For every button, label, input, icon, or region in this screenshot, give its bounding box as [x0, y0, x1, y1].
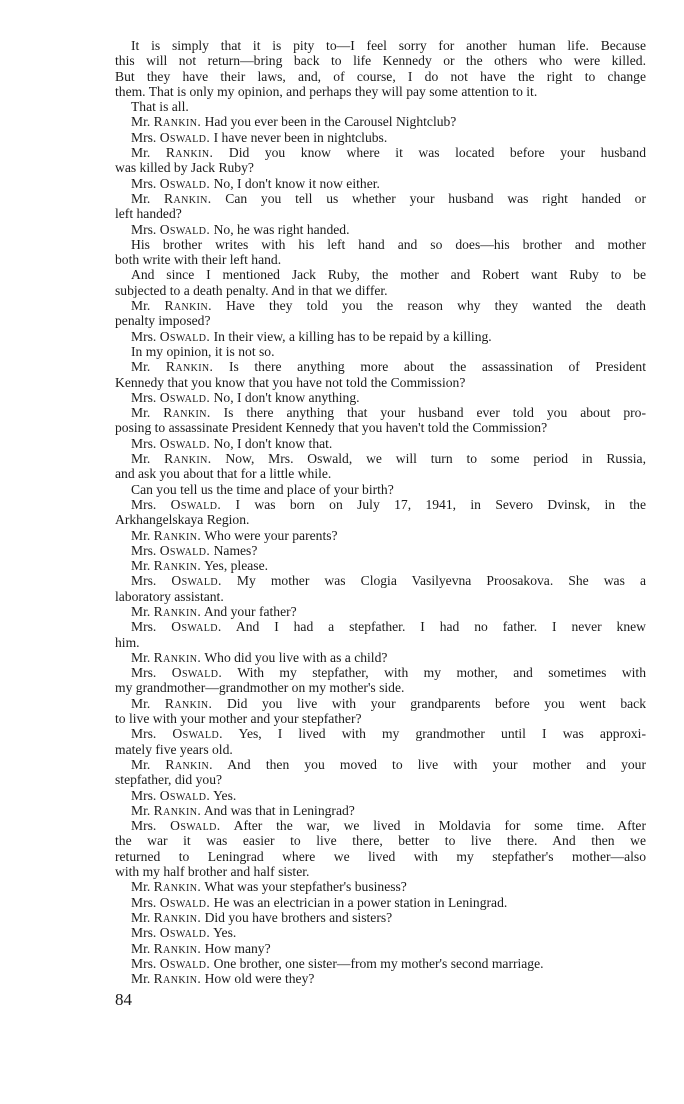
- speaker-paragraph: [115, 528, 646, 543]
- text-line: [115, 497, 646, 512]
- line-text: And then you moved to live with your mother and your: [227, 756, 646, 772]
- line-text: How many?: [204, 940, 271, 956]
- text-line: [115, 941, 646, 956]
- speaker-paragraph: [115, 788, 646, 803]
- speaker-paragraph: [115, 298, 646, 329]
- text-line: [115, 619, 646, 634]
- line-text: And I had a stepfather. I had no father. I never knew: [235, 619, 646, 635]
- line-text: And was that in Leningrad?: [203, 802, 355, 818]
- speaker-name: Oswald.: [171, 665, 223, 681]
- line-text: No, I don't know that.: [213, 435, 333, 451]
- line-text: Now, Mrs. Oswald, we will turn to some period in Russia,: [225, 451, 646, 467]
- speaker-name: Oswald.: [171, 619, 222, 635]
- text-line: [115, 267, 646, 282]
- line-text: I was born on July 17, 1941, in Severo Dvinsk, in the: [235, 496, 646, 512]
- text-line: [115, 925, 646, 940]
- text-line: [115, 788, 646, 803]
- line-text: Yes, please.: [204, 558, 269, 574]
- speaker-title: Mr.: [131, 756, 151, 772]
- text-line: [115, 466, 646, 481]
- line-text: How old were they?: [204, 971, 315, 987]
- speaker-paragraph: [115, 619, 646, 650]
- speaker-paragraph: [115, 222, 646, 237]
- speaker-name: Rankin.: [153, 909, 202, 925]
- speaker-title: Mrs.: [131, 389, 157, 405]
- speaker-paragraph: [115, 176, 646, 191]
- speaker-name: Rankin.: [163, 405, 211, 421]
- text-line: [115, 650, 646, 665]
- speaker-title: Mrs.: [131, 665, 157, 681]
- speaker-name: Rankin.: [153, 114, 202, 130]
- speaker-title: Mr.: [131, 971, 151, 987]
- line-text: That is all.: [131, 99, 189, 115]
- line-text: to live with your mother and your stepfather?: [115, 711, 362, 727]
- speaker-name: Rankin.: [165, 359, 214, 375]
- line-text: the war it was easier to live there, better to live there. And then we: [115, 833, 646, 849]
- speaker-title: Mrs.: [131, 619, 157, 635]
- text-line: [115, 849, 646, 864]
- text-line: [115, 742, 646, 757]
- text-line: [115, 38, 646, 53]
- speaker-title: Mr.: [131, 114, 151, 130]
- text-line: [115, 69, 646, 84]
- line-text: My mother was Clogia Vasilyevna Proosakova. She was a: [236, 573, 646, 589]
- text-line: [115, 283, 646, 298]
- text-line: [115, 237, 646, 252]
- text-line: [115, 313, 646, 328]
- line-text: Is there anything that your husband ever told you about pro-: [223, 405, 646, 421]
- line-text: Who did you live with as a child?: [204, 649, 388, 665]
- speaker-paragraph: [115, 114, 646, 129]
- speaker-title: Mr.: [131, 558, 151, 574]
- line-text: Kennedy that you know that you have not told the Commission?: [115, 374, 466, 390]
- speaker-paragraph: [115, 818, 646, 879]
- text-line: [115, 99, 646, 114]
- line-text: both write with their left hand.: [115, 252, 282, 268]
- speaker-title: Mr.: [131, 802, 151, 818]
- text-line: [115, 420, 646, 435]
- line-text: Who were your parents?: [204, 527, 338, 543]
- text-line: [115, 482, 646, 497]
- speaker-paragraph: [115, 665, 646, 696]
- text-line: [115, 558, 646, 573]
- speaker-name: Rankin.: [153, 649, 202, 665]
- line-text: And since I mentioned Jack Ruby, the mother and Robert want Ruby to be: [131, 267, 646, 283]
- line-text: Can you tell us the time and place of your birth?: [131, 481, 394, 497]
- line-text: Had you ever been in the Carousel Nightclub?: [204, 114, 457, 130]
- text-line: [115, 344, 646, 359]
- speaker-title: Mrs.: [131, 925, 157, 941]
- speaker-name: Oswald.: [171, 573, 222, 589]
- text-line: [115, 298, 646, 313]
- speaker-name: Oswald.: [170, 818, 221, 834]
- speaker-name: Oswald.: [172, 726, 223, 742]
- speaker-title: Mrs.: [131, 894, 157, 910]
- speaker-name: Oswald.: [159, 389, 211, 405]
- line-text: penalty imposed?: [115, 313, 211, 329]
- paragraph: [115, 38, 646, 99]
- line-text: subjected to a death penalty. And in that we differ.: [115, 282, 388, 298]
- speaker-paragraph: [115, 757, 646, 788]
- speaker-paragraph: [115, 390, 646, 405]
- speaker-paragraph: [115, 145, 646, 176]
- speaker-paragraph: [115, 130, 646, 145]
- line-text: Yes.: [213, 925, 237, 941]
- text-line: [115, 114, 646, 129]
- text-line: [115, 879, 646, 894]
- line-text: Can you tell us whether your husband was right handed or: [225, 190, 646, 206]
- speaker-name: Rankin.: [164, 190, 212, 206]
- testimony-text: [115, 38, 646, 986]
- line-text: No, I don't know it now either.: [213, 175, 380, 191]
- text-line: [115, 359, 646, 374]
- paragraph: [115, 344, 646, 359]
- speaker-name: Rankin.: [153, 879, 202, 895]
- text-line: [115, 910, 646, 925]
- speaker-paragraph: [115, 696, 646, 727]
- text-line: [115, 390, 646, 405]
- text-line: [115, 956, 646, 971]
- speaker-paragraph: [115, 573, 646, 604]
- line-text: my grandmother—grandmother on my mother's side.: [115, 680, 405, 696]
- text-line: [115, 573, 646, 588]
- speaker-title: Mrs.: [131, 221, 157, 237]
- speaker-name: Oswald.: [159, 435, 211, 451]
- speaker-paragraph: [115, 405, 646, 436]
- line-text: Did you have brothers and sisters?: [204, 909, 393, 925]
- line-text: What was your stepfather's business?: [204, 879, 407, 895]
- line-text: His brother writes with his left hand and so does—his brother and mother: [131, 236, 646, 252]
- speaker-paragraph: [115, 879, 646, 894]
- speaker-paragraph: [115, 451, 646, 482]
- speaker-name: Rankin.: [153, 603, 202, 619]
- line-text: One brother, one sister—from my mother's second marriage.: [213, 955, 544, 971]
- speaker-name: Rankin.: [164, 695, 213, 711]
- line-text: mately five years old.: [115, 741, 233, 757]
- speaker-name: Oswald.: [159, 221, 211, 237]
- speaker-name: Rankin.: [153, 940, 202, 956]
- text-line: [115, 895, 646, 910]
- text-line: [115, 803, 646, 818]
- line-text: Names?: [213, 542, 258, 558]
- speaker-title: Mr.: [131, 603, 151, 619]
- speaker-paragraph: [115, 359, 646, 390]
- text-line: [115, 543, 646, 558]
- speaker-name: Oswald.: [159, 175, 211, 191]
- text-line: [115, 84, 646, 99]
- speaker-name: Oswald.: [159, 925, 211, 941]
- speaker-paragraph: [115, 895, 646, 910]
- line-text: I have never been in nightclubs.: [213, 129, 388, 145]
- speaker-name: Oswald.: [159, 542, 211, 558]
- line-text: and ask you about that for a little while.: [115, 466, 332, 482]
- line-text: with my half brother and half sister.: [115, 864, 310, 880]
- text-line: [115, 145, 646, 160]
- text-line: [115, 757, 646, 772]
- speaker-title: Mr.: [131, 695, 151, 711]
- speaker-title: Mr.: [131, 405, 151, 421]
- line-text: In their view, a killing has to be repaid by a killing.: [213, 328, 492, 344]
- text-line: [115, 772, 646, 787]
- line-text: It is simply that it is pity to—I feel sorry for another human life. Because: [131, 38, 646, 53]
- speaker-title: Mr.: [131, 649, 151, 665]
- speaker-paragraph: [115, 956, 646, 971]
- speaker-title: Mrs.: [131, 175, 157, 191]
- speaker-title: Mrs.: [131, 542, 157, 558]
- text-line: [115, 222, 646, 237]
- line-text: But they have their laws, and, of course, I do not have the right to change: [115, 68, 646, 84]
- speaker-title: Mr.: [131, 527, 151, 543]
- text-line: [115, 130, 646, 145]
- text-line: [115, 604, 646, 619]
- text-line: [115, 864, 646, 879]
- line-text: this will not return—bring back to life Kennedy or the others who were killed.: [115, 53, 646, 69]
- speaker-name: Oswald.: [159, 955, 211, 971]
- line-text: Have they told you the reason why they wanted the death: [226, 298, 646, 314]
- line-text: After the war, we lived in Moldavia for some time. After: [233, 818, 646, 834]
- line-text: returned to Leningrad where we lived with my stepfather's mother—also: [115, 848, 646, 864]
- line-text: And your father?: [203, 603, 297, 619]
- text-line: [115, 191, 646, 206]
- line-text: Yes.: [213, 787, 237, 803]
- text-line: [115, 405, 646, 420]
- text-line: [115, 176, 646, 191]
- text-line: [115, 528, 646, 543]
- line-text: Did you know where it was located before your husband: [228, 145, 646, 161]
- line-text: posing to assassinate President Kennedy that you haven't told the Commission?: [115, 420, 548, 436]
- speaker-name: Rankin.: [164, 451, 212, 467]
- speaker-title: Mrs.: [131, 726, 157, 742]
- speaker-paragraph: [115, 497, 646, 528]
- speaker-paragraph: [115, 971, 646, 986]
- speaker-title: Mr.: [131, 190, 151, 206]
- text-line: [115, 160, 646, 175]
- line-text: Is there anything more about the assassination of President: [228, 359, 646, 375]
- line-text: Arkhangelskaya Region.: [115, 512, 250, 528]
- speaker-title: Mr.: [131, 451, 151, 467]
- text-line: [115, 696, 646, 711]
- speaker-name: Rankin.: [165, 756, 213, 772]
- speaker-title: Mrs.: [131, 496, 157, 512]
- speaker-paragraph: [115, 726, 646, 757]
- line-text: Did you live with your grandparents before you went back: [226, 695, 647, 711]
- line-text: was killed by Jack Ruby?: [115, 160, 254, 176]
- speaker-paragraph: [115, 650, 646, 665]
- line-text: him.: [115, 634, 140, 650]
- text-line: [115, 252, 646, 267]
- line-text: Yes, I lived with my grandmother until I was approxi-: [238, 726, 646, 742]
- speaker-title: Mrs.: [131, 328, 157, 344]
- text-line: [115, 375, 646, 390]
- speaker-title: Mr.: [131, 359, 151, 375]
- text-line: [115, 680, 646, 695]
- speaker-name: Oswald.: [159, 328, 211, 344]
- speaker-name: Rankin.: [153, 527, 202, 543]
- speaker-paragraph: [115, 925, 646, 940]
- line-text: With my stepfather, with my mother, and sometimes with: [237, 665, 646, 681]
- speaker-paragraph: [115, 543, 646, 558]
- text-line: [115, 329, 646, 344]
- speaker-paragraph: [115, 803, 646, 818]
- speaker-name: Oswald.: [159, 787, 211, 803]
- speaker-paragraph: [115, 604, 646, 619]
- text-line: [115, 833, 646, 848]
- line-text: In my opinion, it is not so.: [131, 343, 275, 359]
- speaker-title: Mr.: [131, 145, 151, 161]
- text-line: [115, 726, 646, 741]
- text-line: [115, 589, 646, 604]
- speaker-title: Mrs.: [131, 955, 157, 971]
- line-text: laboratory assistant.: [115, 588, 224, 604]
- paragraph: [115, 237, 646, 268]
- speaker-name: Rankin.: [164, 298, 212, 314]
- speaker-title: Mrs.: [131, 129, 157, 145]
- paragraph: [115, 482, 646, 497]
- speaker-title: Mrs.: [131, 818, 157, 834]
- text-line: [115, 451, 646, 466]
- speaker-name: Oswald.: [159, 894, 211, 910]
- text-line: [115, 53, 646, 68]
- speaker-paragraph: [115, 910, 646, 925]
- text-line: [115, 665, 646, 680]
- speaker-paragraph: [115, 558, 646, 573]
- speaker-name: Oswald.: [170, 496, 222, 512]
- line-text: No, I don't know anything.: [213, 389, 360, 405]
- line-text: No, he was right handed.: [213, 221, 350, 237]
- speaker-title: Mr.: [131, 298, 151, 314]
- line-text: them. That is only my opinion, and perhaps they will pay some attention to it.: [115, 83, 538, 99]
- line-text: He was an electrician in a power station in Leningrad.: [213, 894, 508, 910]
- speaker-title: Mr.: [131, 879, 151, 895]
- paragraph: [115, 99, 646, 114]
- text-line: [115, 711, 646, 726]
- speaker-title: Mr.: [131, 940, 151, 956]
- page-number: 84: [115, 990, 132, 1009]
- text-line: [115, 635, 646, 650]
- text-line: [115, 436, 646, 451]
- speaker-paragraph: [115, 191, 646, 222]
- text-line: [115, 818, 646, 833]
- text-line: [115, 206, 646, 221]
- speaker-title: Mr.: [131, 909, 151, 925]
- speaker-title: Mrs.: [131, 573, 157, 589]
- speaker-paragraph: [115, 329, 646, 344]
- speaker-title: Mrs.: [131, 435, 157, 451]
- speaker-name: Rankin.: [153, 558, 202, 574]
- line-text: left handed?: [115, 206, 182, 222]
- speaker-name: Rankin.: [153, 971, 202, 987]
- paragraph: [115, 267, 646, 298]
- text-line: [115, 512, 646, 527]
- speaker-name: Oswald.: [159, 129, 211, 145]
- speaker-paragraph: [115, 941, 646, 956]
- speaker-paragraph: [115, 436, 646, 451]
- line-text: stepfather, did you?: [115, 772, 223, 788]
- text-line: [115, 971, 646, 986]
- speaker-name: Rankin.: [165, 145, 214, 161]
- speaker-name: Rankin.: [153, 802, 202, 818]
- speaker-title: Mrs.: [131, 787, 157, 803]
